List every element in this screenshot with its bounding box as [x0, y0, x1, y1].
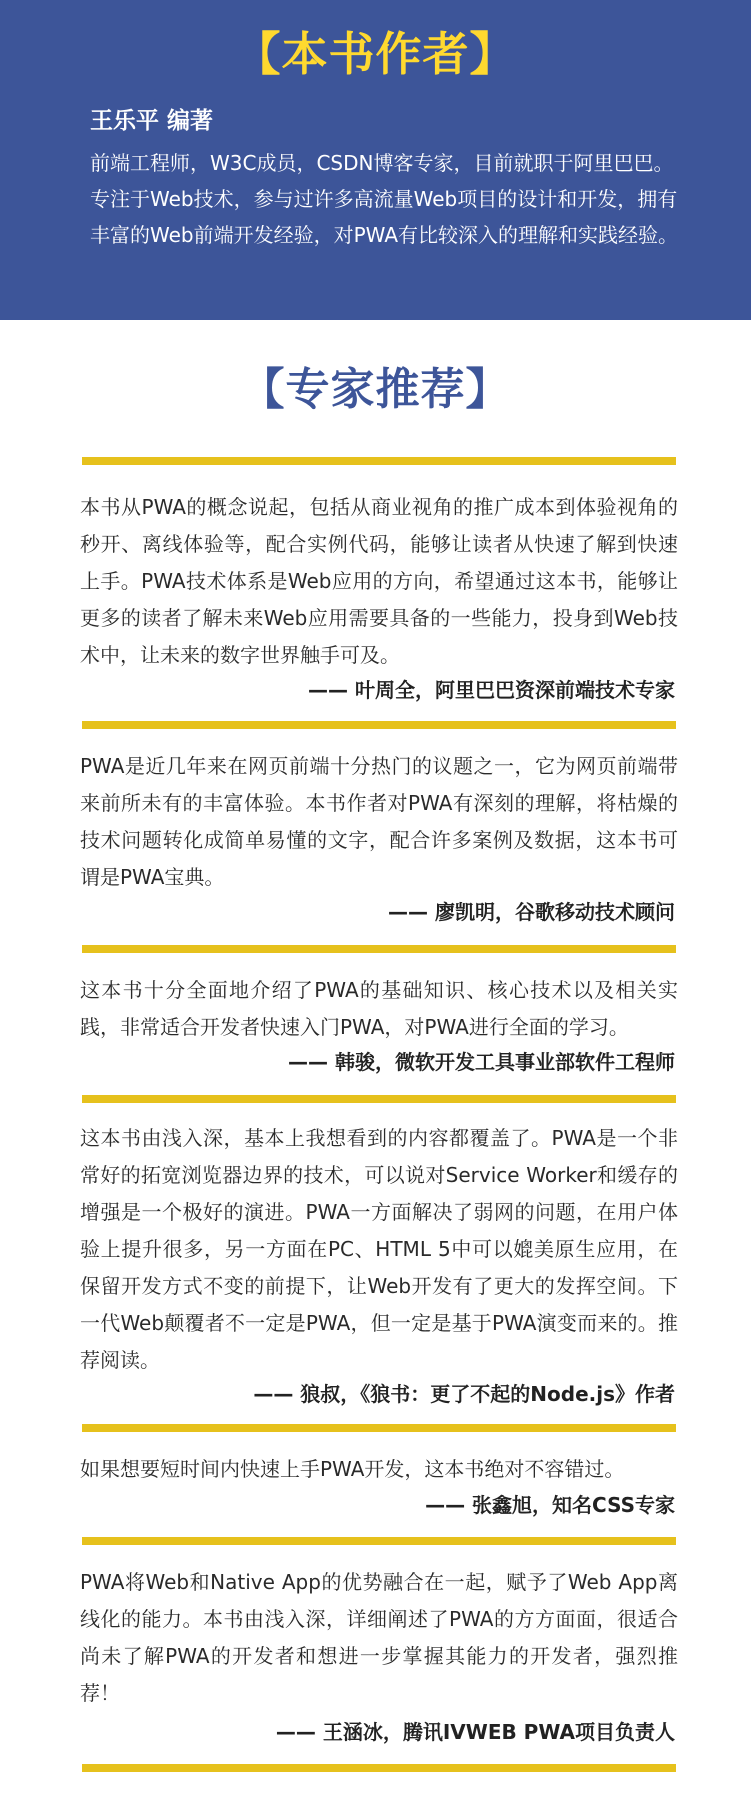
divider-rule: [82, 1537, 676, 1545]
recommendation-attribution: —— 王涵冰，腾讯IVWEB PWA项目负责人: [275, 1720, 675, 1744]
divider-rule: [82, 457, 676, 465]
recommendation-text: 这本书由浅入深，基本上我想看到的内容都覆盖了。PWA是一个非常好的拓宽浏览器边界的技术，可以说对Service Worker和缓存的增强是一个极好的演进。PWA一方面解决了弱网的问题，在用户体验上提升很多，另一方面在PC、HTML 5中可以媲美原生应用，在保留开发方式不变的前提下，让Web开发有了更大的发挥空间。下一代Web颠覆者不一定是PWA，但一定是基于PWA演变而来的。推荐阅读。: [80, 1126, 678, 1372]
recommendation-attribution: —— 廖凯明，谷歌移动技术顾问: [388, 900, 675, 924]
recommendation-attribution: —— 狼叔，《狼书：更了不起的Node.js》作者: [253, 1382, 675, 1406]
author-section-title: 【本书作者】: [234, 27, 517, 81]
recommendation-text: 如果想要短时间内快速上手PWA开发，这本书绝对不容错过。: [80, 1457, 625, 1481]
recommendation-text: 这本书十分全面地介绍了PWA的基础知识、核心技术以及相关实践，非常适合开发者快速入门PWA，对PWA进行全面的学习。: [80, 978, 678, 1039]
recommendation-text: PWA将Web和Native App的优势融合在一起，赋予了Web App离线化的能力。本书由浅入深，详细阐述了PWA的方方面面，很适合尚未了解PWA的开发者和想进一步掌握其能力的开发者，强烈推荐！: [80, 1570, 678, 1705]
author-name: 王乐平 编著: [90, 108, 214, 134]
divider-rule: [82, 1095, 676, 1103]
recommendation-text: 本书从PWA的概念说起，包括从商业视角的推广成本到体验视角的秒开、离线体验等，配合实例代码，能够让读者从快速了解到快速上手。PWA技术体系是Web应用的方向，希望通过这本书，能够让更多的读者了解未来Web应用需要具备的一些能力，投身到Web技术中，让未来的数字世界触手可及。: [80, 495, 678, 667]
divider-rule: [82, 721, 676, 729]
recommendation-text: PWA是近几年来在网页前端十分热门的议题之一，它为网页前端带来前所未有的丰富体验。本书作者对PWA有深刻的理解，将枯燥的技术问题转化成简单易懂的文字，配合许多案例及数据，这本书可谓是PWA宝典。: [80, 754, 678, 889]
author-bio: 前端工程师，W3C成员，CSDN博客专家，目前就职于阿里巴巴。专注于Web技术，参与过许多高流量Web项目的设计和开发，拥有丰富的Web前端开发经验，对PWA有比较深入的理解和实践经验。: [90, 151, 679, 247]
recommendation-attribution: —— 叶周全，阿里巴巴资深前端技术专家: [308, 678, 675, 702]
divider-rule: [82, 1424, 676, 1432]
recommendation-attribution: —— 韩骏，微软开发工具事业部软件工程师: [288, 1050, 675, 1074]
divider-rule: [82, 945, 676, 953]
recommendation-attribution: —— 张鑫旭，知名CSS专家: [425, 1493, 675, 1517]
recommend-section-title: 【专家推荐】: [240, 364, 511, 415]
divider-rule: [82, 1764, 676, 1772]
author-panel: [0, 0, 751, 320]
